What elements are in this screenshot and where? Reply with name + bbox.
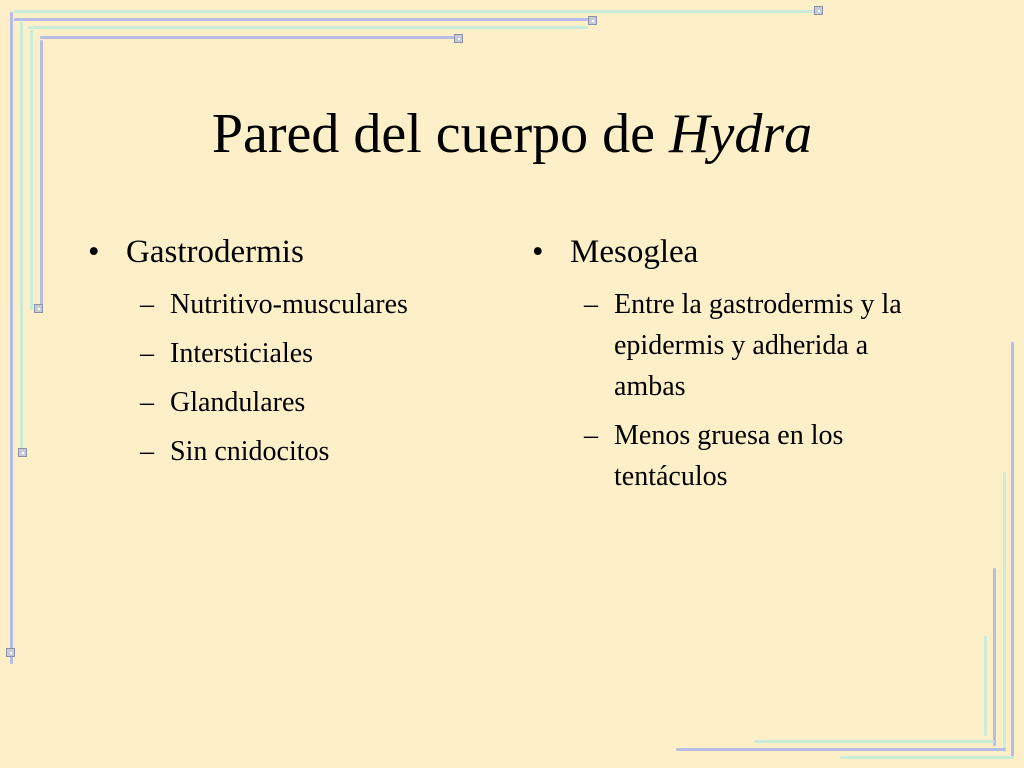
sub-item <box>584 284 924 407</box>
sub-item-text: Menos gruesa en los tentáculos <box>614 420 844 492</box>
bullet-icon: • <box>532 234 544 270</box>
slide-title-main: Pared del cuerpo de <box>211 103 656 165</box>
sub-item-text: Intersticiales <box>170 338 314 369</box>
bullet-item-mesoglea <box>532 230 952 274</box>
bullet-icon: • <box>88 234 100 270</box>
right-column <box>532 230 952 505</box>
dash-icon: – <box>584 420 598 451</box>
slide-title-italic: Hydra <box>669 103 813 165</box>
frame-node-icon <box>588 16 597 25</box>
frame-node-icon <box>454 34 463 43</box>
sub-item-text: Sin cnidocitos <box>170 436 330 467</box>
frame-node-icon <box>18 448 27 457</box>
dash-icon: – <box>140 338 154 369</box>
slide-title <box>0 98 1024 170</box>
frame-node-icon <box>814 6 823 15</box>
bullet-item-gastrodermis <box>88 230 488 274</box>
sub-item-text: Nutritivo-musculares <box>170 289 408 320</box>
sub-item <box>140 431 488 472</box>
sub-item-text: Entre la gastrodermis y la epidermis y adherida a ambas <box>614 289 902 402</box>
dash-icon: – <box>140 387 154 418</box>
sub-list <box>140 284 488 472</box>
left-column <box>88 230 488 480</box>
sub-item <box>140 284 488 325</box>
sub-item <box>140 333 488 374</box>
bullet-heading: Gastrodermis <box>126 234 304 270</box>
sub-item <box>584 415 924 497</box>
dash-icon: – <box>140 436 154 467</box>
bullet-heading: Mesoglea <box>570 234 699 270</box>
sub-list <box>584 284 924 497</box>
frame-node-icon <box>6 648 15 657</box>
sub-item <box>140 382 488 423</box>
dash-icon: – <box>584 289 598 320</box>
sub-item-text: Glandulares <box>170 387 306 418</box>
frame-node-icon <box>34 304 43 313</box>
dash-icon: – <box>140 289 154 320</box>
